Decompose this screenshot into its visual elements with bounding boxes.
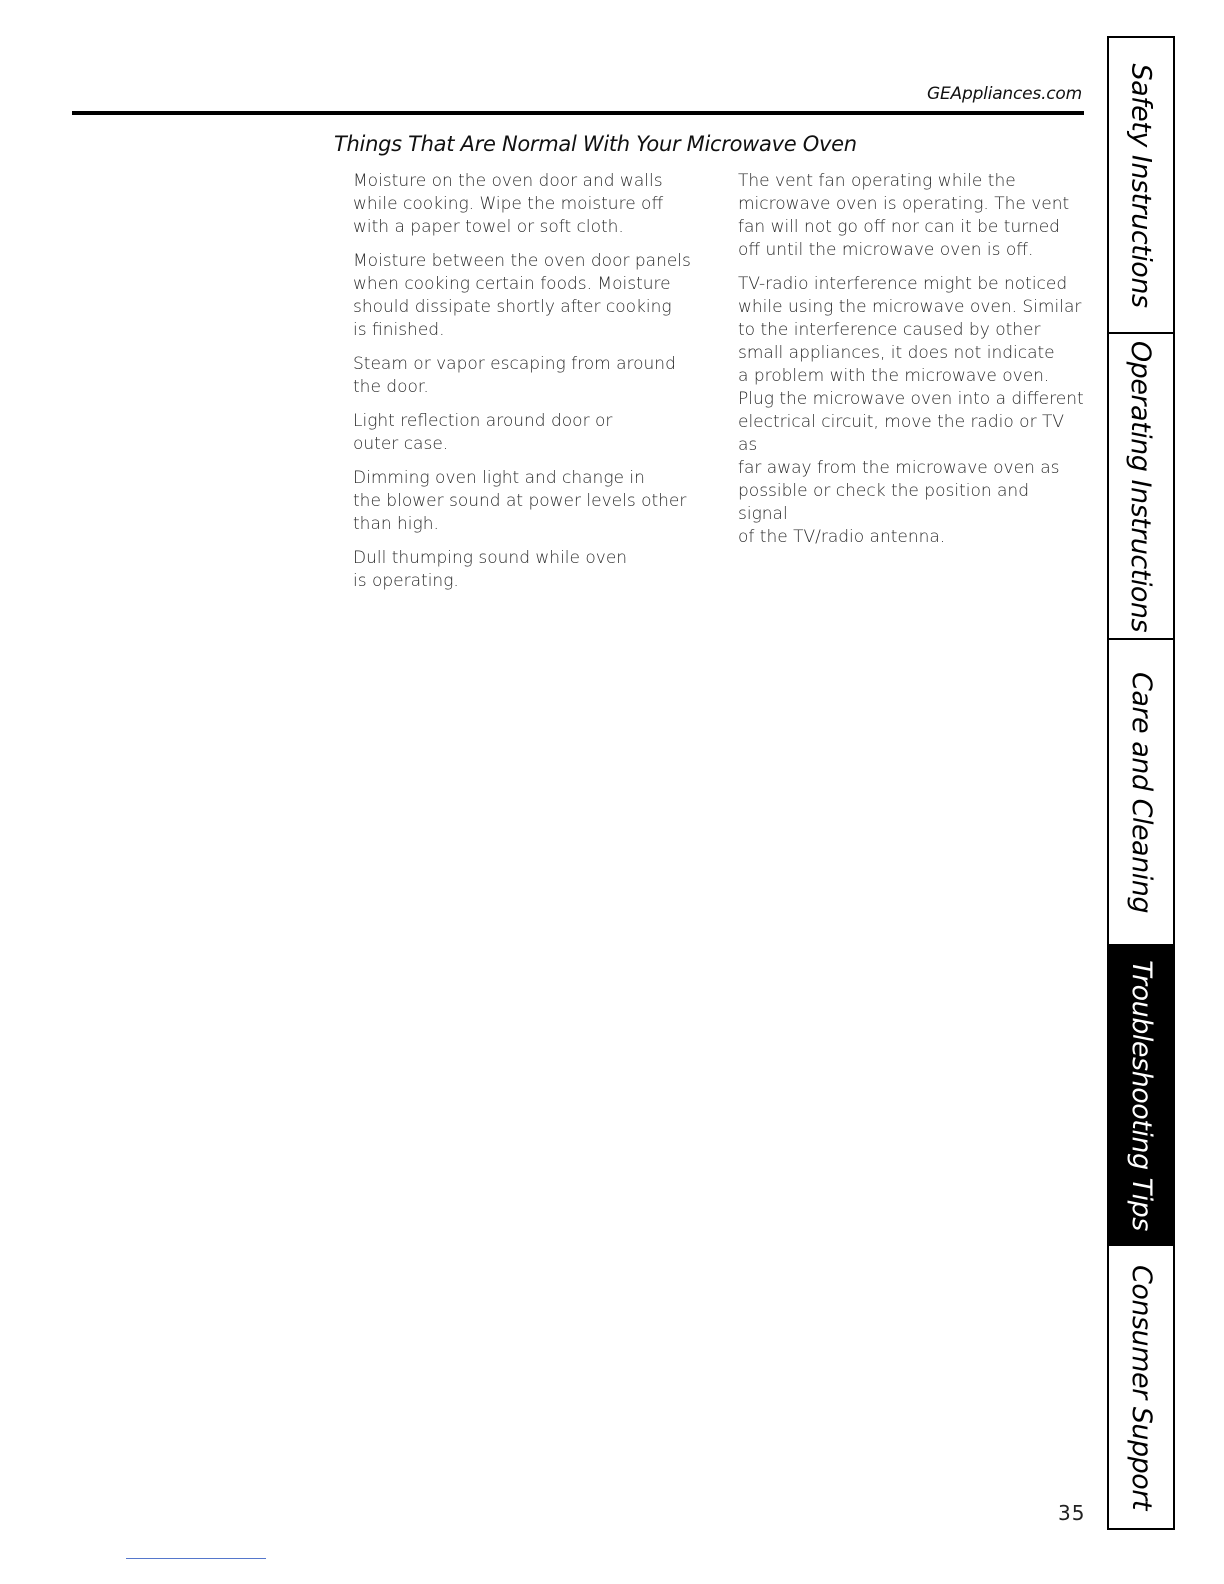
tab-consumer-support[interactable] (1109, 1244, 1173, 1528)
footer-divider (126, 1558, 266, 1559)
tab-label: Troubleshooting Tips (1125, 959, 1157, 1231)
left-column (353, 170, 698, 604)
normal-item: Dimming oven light and change in the blower sound at power levels other than high. (353, 468, 687, 534)
site-url: GEAppliances.com (927, 84, 1082, 104)
header-rule (72, 111, 1084, 115)
tab-label: Operating Instructions (1125, 340, 1157, 632)
tab-label: Safety Instructions (1125, 62, 1157, 308)
normal-item: Light reflection around door or outer case. (353, 411, 613, 454)
tab-care-and-cleaning[interactable] (1109, 638, 1173, 944)
normal-item: The vent fan operating while the microwave oven is operating. The vent fan will not go off nor can it be turned off until the microwave oven is off. (738, 171, 1070, 260)
normal-item: Steam or vapor escaping from around the door. (353, 354, 676, 397)
normal-item: Dull thumping sound while oven is operating. (353, 548, 628, 591)
right-column (738, 170, 1084, 560)
section-title: Things That Are Normal With Your Microwave Oven (334, 132, 857, 156)
normal-item: Moisture on the oven door and walls while cooking. Wipe the moisture off with a paper towel or soft cloth. (353, 171, 664, 237)
section-tabs (1107, 36, 1175, 1530)
tab-label: Care and Cleaning (1125, 671, 1157, 913)
page-number: 35 (1058, 1501, 1086, 1525)
tab-troubleshooting-tips[interactable] (1109, 944, 1173, 1244)
tab-safety-instructions[interactable] (1109, 38, 1173, 332)
tab-label: Consumer Support (1125, 1264, 1157, 1510)
tab-operating-instructions[interactable] (1109, 332, 1173, 638)
normal-item: Moisture between the oven door panels when cooking certain foods. Moisture should dissipate shortly after cooking is finished. (353, 251, 691, 340)
normal-item: TV-radio interference might be noticed while using the microwave oven. Similar to the interference caused by other small appliances, it does not indicate a problem with the microwave oven. Plug the microwave oven into a different electrical circuit, move the radio or TV as far away from the microwave oven as possible or check the position and signal of the TV/radio antenna. (738, 274, 1084, 547)
